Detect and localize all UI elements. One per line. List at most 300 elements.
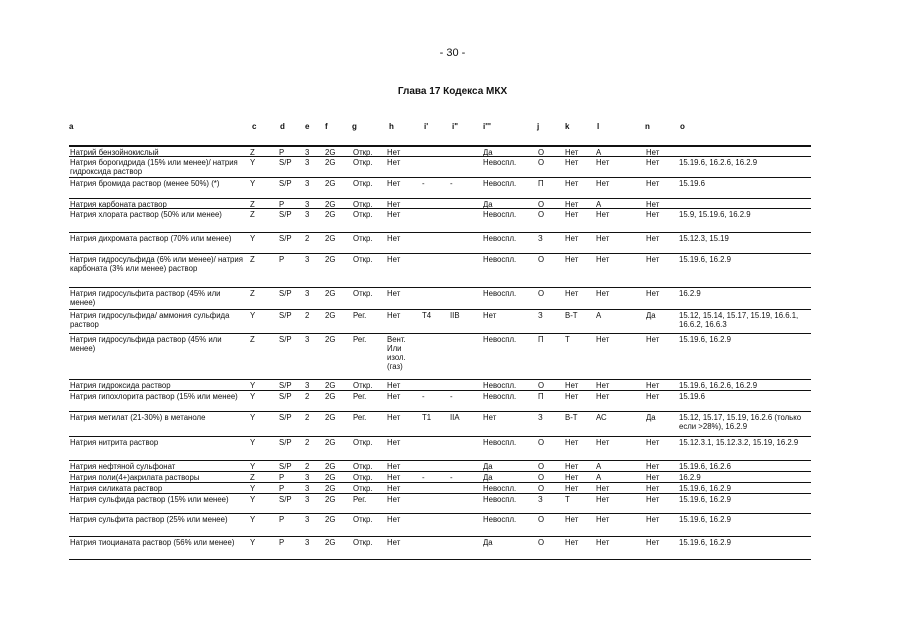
cell-i3: Невоспл. xyxy=(483,438,517,447)
cell-f: 2G xyxy=(325,462,336,471)
cell-o: 15.19.6 xyxy=(679,392,706,401)
cell-g: Рег. xyxy=(353,413,367,422)
cell-a: Натрия поли(4+)акрилата растворы xyxy=(70,473,200,482)
table-row xyxy=(69,310,811,334)
cell-l: Нет xyxy=(596,179,610,188)
cell-j: З xyxy=(538,234,543,243)
cell-j: О xyxy=(538,289,545,298)
cell-k: Нет xyxy=(565,234,579,243)
cell-a: Натрия бромида раствор (менее 50%) (*) xyxy=(70,179,220,188)
cell-c: Z xyxy=(250,289,255,298)
cell-i3: Да xyxy=(483,462,493,471)
cell-n: Нет xyxy=(646,392,660,401)
cell-e: 3 xyxy=(305,515,310,524)
cell-d: S/P xyxy=(279,289,292,298)
cell-a: Натрий бензойнокислый xyxy=(70,148,159,157)
cell-k: Нет xyxy=(565,289,579,298)
cell-j: З xyxy=(538,413,543,422)
cell-n: Нет xyxy=(646,179,660,188)
cell-d: P xyxy=(279,538,285,547)
table-row xyxy=(69,380,811,391)
cell-e: 3 xyxy=(305,335,310,344)
cell-a: Натрия гидроксида раствор xyxy=(70,381,171,390)
cell-d: S/P xyxy=(279,438,292,447)
cell-l: Нет xyxy=(596,495,610,504)
cell-e: 3 xyxy=(305,484,310,493)
cell-h: Нет xyxy=(387,148,401,157)
cell-n: Нет xyxy=(646,335,660,344)
cell-h: Нет xyxy=(387,438,401,447)
cell-f: 2G xyxy=(325,392,336,401)
cell-i1: - xyxy=(422,473,425,482)
cell-n: Да xyxy=(646,311,656,320)
cell-a: Натрия борогидрида (15% или менее)/ натрия гидроксида раствор xyxy=(70,158,238,176)
cell-o: 15.12.3.1, 15.12.3.2, 15.19, 16.2.9 xyxy=(679,438,799,447)
cell-c: Z xyxy=(250,473,255,482)
cell-i2: - xyxy=(450,179,453,188)
cell-a: Натрия гидросульфида (6% или менее)/ натрия карбоната (3% или менее) раствор xyxy=(70,255,243,273)
cell-i3: Да xyxy=(483,473,493,482)
cell-o: 15.19.6, 16.2.9 xyxy=(679,495,732,504)
cell-l: Нет xyxy=(596,158,610,167)
cell-c: Z xyxy=(250,200,255,209)
cell-h: Нет xyxy=(387,255,401,264)
page-title: Глава 17 Кодекса МКХ xyxy=(397,86,508,97)
cell-g: Откр. xyxy=(353,158,373,167)
cell-i1: - xyxy=(422,392,425,401)
cell-d: S/P xyxy=(279,158,292,167)
cell-l: Нет xyxy=(596,289,610,298)
cell-l: Нет xyxy=(596,234,610,243)
cell-d: P xyxy=(279,255,285,264)
cell-i3: Невоспл. xyxy=(483,210,517,219)
cell-d: S/P xyxy=(279,210,292,219)
cell-l: А xyxy=(596,200,602,209)
table-row xyxy=(69,461,811,472)
cell-o: 15.19.6, 16.2.9 xyxy=(679,335,732,344)
cell-h: Нет xyxy=(387,392,401,401)
cell-n: Нет xyxy=(646,484,660,493)
cell-k: Нет xyxy=(565,438,579,447)
cell-l: Нет xyxy=(596,335,610,344)
cell-h: Вент. Или изол. (газ) xyxy=(387,335,406,371)
table-row xyxy=(69,288,811,310)
cell-j: З xyxy=(538,495,543,504)
cell-e: 3 xyxy=(305,255,310,264)
cell-g: Откр. xyxy=(353,210,373,219)
cell-g: Рег. xyxy=(353,495,367,504)
cell-l: Нет xyxy=(596,538,610,547)
table-row xyxy=(69,233,811,254)
cell-d: S/P xyxy=(279,311,292,320)
cell-e: 3 xyxy=(305,538,310,547)
cell-f: 2G xyxy=(325,473,336,482)
cell-f: 2G xyxy=(325,311,336,320)
cell-n: Нет xyxy=(646,158,660,167)
cell-i1: - xyxy=(422,179,425,188)
cell-h: Нет xyxy=(387,515,401,524)
column-header: i''' xyxy=(483,122,491,131)
table-row xyxy=(69,209,811,233)
cell-h: Нет xyxy=(387,311,401,320)
cell-n: Нет xyxy=(646,148,660,157)
table-row xyxy=(69,178,811,199)
cell-d: S/P xyxy=(279,392,292,401)
cell-j: П xyxy=(538,179,544,188)
cell-d: P xyxy=(279,515,285,524)
cell-a: Натрия метилат (21-30%) в метаноле xyxy=(70,413,206,422)
cell-k: Нет xyxy=(565,392,579,401)
cell-d: S/P xyxy=(279,495,292,504)
cell-i3: Нет xyxy=(483,413,497,422)
column-header: i" xyxy=(452,122,459,131)
cell-f: 2G xyxy=(325,255,336,264)
cell-j: О xyxy=(538,381,545,390)
cell-f: 2G xyxy=(325,495,336,504)
cell-c: Z xyxy=(250,210,255,219)
cell-e: 3 xyxy=(305,381,310,390)
cell-a: Натрия дихромата раствор (70% или менее) xyxy=(70,234,232,243)
cell-o: 15.19.6, 16.2.6 xyxy=(679,462,732,471)
cell-a: Натрия гидросульфита раствор (45% или менее) xyxy=(70,289,221,307)
cell-l: А xyxy=(596,311,602,320)
cell-c: Y xyxy=(250,484,256,493)
cell-h: Нет xyxy=(387,381,401,390)
cell-n: Нет xyxy=(646,438,660,447)
cell-d: S/P xyxy=(279,413,292,422)
cell-j: О xyxy=(538,473,545,482)
cell-n: Да xyxy=(646,413,656,422)
cell-o: 15.19.6, 16.2.9 xyxy=(679,255,732,264)
column-header: g xyxy=(352,122,357,131)
cell-j: О xyxy=(538,158,545,167)
cell-i3: Да xyxy=(483,200,493,209)
cell-i3: Да xyxy=(483,148,493,157)
cell-c: Y xyxy=(250,234,256,243)
cell-a: Натрия нефтяной сульфонат xyxy=(70,462,176,471)
cell-i3: Невоспл. xyxy=(483,484,517,493)
cell-l: Нет xyxy=(596,381,610,390)
cell-d: S/P xyxy=(279,462,292,471)
cell-k: Нет xyxy=(565,538,579,547)
cell-o: 15.19.6, 16.2.9 xyxy=(679,484,732,493)
column-header: a xyxy=(69,122,74,131)
cell-f: 2G xyxy=(325,234,336,243)
cell-j: П xyxy=(538,392,544,401)
cell-g: Откр. xyxy=(353,438,373,447)
cell-l: Нет xyxy=(596,515,610,524)
cell-c: Z xyxy=(250,335,255,344)
cell-f: 2G xyxy=(325,438,336,447)
cell-l: Нет xyxy=(596,210,610,219)
cell-f: 2G xyxy=(325,179,336,188)
cell-a: Натрия гидросульфида раствор (45% или менее) xyxy=(70,335,222,353)
cell-n: Нет xyxy=(646,495,660,504)
cell-i1: T1 xyxy=(422,413,432,422)
cell-o: 15.19.6, 16.2.6, 16.2.9 xyxy=(679,158,758,167)
cell-j: О xyxy=(538,148,545,157)
cell-g: Рег. xyxy=(353,392,367,401)
column-header: l xyxy=(597,122,600,131)
cell-h: Нет xyxy=(387,538,401,547)
cell-c: Y xyxy=(250,179,256,188)
table-row xyxy=(69,334,811,380)
cell-h: Нет xyxy=(387,289,401,298)
cell-i3: Невоспл. xyxy=(483,234,517,243)
cell-c: Y xyxy=(250,515,256,524)
cell-n: Нет xyxy=(646,255,660,264)
cell-e: 3 xyxy=(305,158,310,167)
cell-a: Натрия силиката раствор xyxy=(70,484,163,493)
table-row xyxy=(69,483,811,494)
cell-o: 15.19.6 xyxy=(679,179,706,188)
cell-h: Нет xyxy=(387,473,401,482)
column-header: e xyxy=(305,122,310,131)
cell-f: 2G xyxy=(325,148,336,157)
cell-e: 2 xyxy=(305,438,310,447)
cell-k: Т xyxy=(565,495,570,504)
cell-f: 2G xyxy=(325,210,336,219)
cell-f: 2G xyxy=(325,158,336,167)
table-row xyxy=(69,472,811,483)
cell-f: 2G xyxy=(325,200,336,209)
cell-d: P xyxy=(279,200,285,209)
cell-n: Нет xyxy=(646,200,660,209)
cell-c: Y xyxy=(250,392,256,401)
cell-k: Т xyxy=(565,335,570,344)
cell-n: Нет xyxy=(646,462,660,471)
cell-n: Нет xyxy=(646,538,660,547)
cell-c: Z xyxy=(250,255,255,264)
cell-c: Y xyxy=(250,538,256,547)
cell-l: Нет xyxy=(596,392,610,401)
cell-g: Откр. xyxy=(353,473,373,482)
cell-k: Нет xyxy=(565,484,579,493)
table-row xyxy=(69,437,811,461)
cell-k: Нет xyxy=(565,381,579,390)
cell-g: Откр. xyxy=(353,148,373,157)
cell-i3: Невоспл. xyxy=(483,158,517,167)
cell-d: P xyxy=(279,484,285,493)
column-header: o xyxy=(680,122,685,131)
column-header: i' xyxy=(424,122,429,131)
cargo-table xyxy=(69,147,811,560)
cell-h: Нет xyxy=(387,179,401,188)
cell-j: О xyxy=(538,538,545,547)
cell-i3: Невоспл. xyxy=(483,255,517,264)
cell-h: Нет xyxy=(387,484,401,493)
cell-g: Откр. xyxy=(353,255,373,264)
cell-j: О xyxy=(538,200,545,209)
cell-i1: T4 xyxy=(422,311,432,320)
cell-c: Y xyxy=(250,158,256,167)
cell-j: О xyxy=(538,438,545,447)
cell-k: Нет xyxy=(565,473,579,482)
cell-e: 3 xyxy=(305,179,310,188)
cell-a: Натрия хлората раствор (50% или менее) xyxy=(70,210,222,219)
cell-i3: Невоспл. xyxy=(483,289,517,298)
cell-h: Нет xyxy=(387,413,401,422)
cell-g: Откр. xyxy=(353,462,373,471)
column-header: h xyxy=(389,122,394,131)
page-number: - 30 - xyxy=(439,47,466,59)
cell-c: Y xyxy=(250,413,256,422)
cell-a: Натрия карбоната раствор xyxy=(70,200,167,209)
cell-f: 2G xyxy=(325,289,336,298)
cell-f: 2G xyxy=(325,381,336,390)
column-header: d xyxy=(280,122,285,131)
cell-n: Нет xyxy=(646,381,660,390)
cell-e: 3 xyxy=(305,210,310,219)
cell-g: Рег. xyxy=(353,311,367,320)
cell-l: Нет xyxy=(596,438,610,447)
cell-l: АС xyxy=(596,413,607,422)
table-row xyxy=(69,157,811,178)
cell-c: Y xyxy=(250,462,256,471)
cell-h: Нет xyxy=(387,234,401,243)
cell-d: P xyxy=(279,148,285,157)
cell-f: 2G xyxy=(325,538,336,547)
cell-n: Нет xyxy=(646,515,660,524)
cell-i3: Невоспл. xyxy=(483,515,517,524)
cell-h: Нет xyxy=(387,210,401,219)
cell-o: 15.19.6, 16.2.6, 16.2.9 xyxy=(679,381,758,390)
cell-c: Z xyxy=(250,148,255,157)
cell-j: О xyxy=(538,255,545,264)
cell-k: Нет xyxy=(565,158,579,167)
cell-g: Откр. xyxy=(353,381,373,390)
cell-d: S/P xyxy=(279,335,292,344)
cell-f: 2G xyxy=(325,484,336,493)
cell-f: 2G xyxy=(325,335,336,344)
column-header: c xyxy=(252,122,257,131)
table-row xyxy=(69,412,811,437)
cell-e: 3 xyxy=(305,200,310,209)
cell-k: В-Т xyxy=(565,413,578,422)
cell-g: Откр. xyxy=(353,234,373,243)
cell-e: 2 xyxy=(305,234,310,243)
cell-g: Откр. xyxy=(353,538,373,547)
table-row xyxy=(69,391,811,412)
cell-i3: Невоспл. xyxy=(483,381,517,390)
cell-e: 2 xyxy=(305,462,310,471)
cell-i2: IIB xyxy=(450,311,460,320)
cell-e: 3 xyxy=(305,148,310,157)
cell-o: 15.9, 15.19.6, 16.2.9 xyxy=(679,210,751,219)
cell-k: Нет xyxy=(565,515,579,524)
cell-i3: Невоспл. xyxy=(483,335,517,344)
cell-g: Откр. xyxy=(353,179,373,188)
cell-h: Нет xyxy=(387,200,401,209)
cell-n: Нет xyxy=(646,289,660,298)
cell-l: А xyxy=(596,473,602,482)
cell-e: 2 xyxy=(305,392,310,401)
table-row xyxy=(69,494,811,514)
cell-e: 2 xyxy=(305,413,310,422)
cell-h: Нет xyxy=(387,495,401,504)
cell-c: Y xyxy=(250,381,256,390)
cell-o: 15.12, 15.14, 15.17, 15.19, 16.6.1, 16.6.2, 16.6.3 xyxy=(679,311,799,329)
cell-j: З xyxy=(538,311,543,320)
cell-l: Нет xyxy=(596,484,610,493)
cell-k: Нет xyxy=(565,255,579,264)
cell-k: Нет xyxy=(565,179,579,188)
cell-i2: - xyxy=(450,473,453,482)
cell-i3: Да xyxy=(483,538,493,547)
cell-i3: Нет xyxy=(483,311,497,320)
cell-k: Нет xyxy=(565,210,579,219)
cell-d: S/P xyxy=(279,179,292,188)
cell-d: P xyxy=(279,473,285,482)
cell-o: 15.12.3, 15.19 xyxy=(679,234,729,243)
cell-a: Натрия сульфита раствор (25% или менее) xyxy=(70,515,228,524)
cell-f: 2G xyxy=(325,413,336,422)
cell-e: 3 xyxy=(305,495,310,504)
cell-a: Натрия тиоцианата раствор (56% или менее) xyxy=(70,538,235,547)
cell-l: Нет xyxy=(596,255,610,264)
cell-i2: IIA xyxy=(450,413,460,422)
cell-o: 15.12, 15.17, 15.19, 16.2.6 (только если >28%), 16.2.9 xyxy=(679,413,802,431)
cell-j: О xyxy=(538,210,545,219)
cell-e: 3 xyxy=(305,473,310,482)
cell-g: Откр. xyxy=(353,484,373,493)
cell-a: Натрия гипохлорита раствор (15% или менее) xyxy=(70,392,238,401)
table-row xyxy=(69,514,811,537)
cell-n: Нет xyxy=(646,473,660,482)
cell-d: S/P xyxy=(279,234,292,243)
cell-h: Нет xyxy=(387,462,401,471)
cell-j: О xyxy=(538,484,545,493)
cell-f: 2G xyxy=(325,515,336,524)
cell-i3: Невоспл. xyxy=(483,179,517,188)
column-header: n xyxy=(645,122,650,131)
cell-l: А xyxy=(596,148,602,157)
cell-a: Натрия нитрита раствор xyxy=(70,438,159,447)
cell-h: Нет xyxy=(387,158,401,167)
cell-k: Нет xyxy=(565,200,579,209)
cell-k: Нет xyxy=(565,462,579,471)
column-header: k xyxy=(565,122,570,131)
cell-a: Натрия сульфида раствор (15% или менее) xyxy=(70,495,229,504)
table-row xyxy=(69,254,811,288)
cell-n: Нет xyxy=(646,210,660,219)
column-header: j xyxy=(537,122,540,131)
cell-e: 2 xyxy=(305,311,310,320)
cell-g: Откр. xyxy=(353,200,373,209)
cell-i2: - xyxy=(450,392,453,401)
cell-k: В-Т xyxy=(565,311,578,320)
cell-d: S/P xyxy=(279,381,292,390)
cell-o: 16.2.9 xyxy=(679,473,701,482)
cell-o: 15.19.6, 16.2.9 xyxy=(679,515,732,524)
cell-o: 16.2.9 xyxy=(679,289,701,298)
cell-a: Натрия гидросульфида/ аммония сульфида раствор xyxy=(70,311,230,329)
cell-n: Нет xyxy=(646,234,660,243)
cell-e: 3 xyxy=(305,289,310,298)
cell-c: Y xyxy=(250,311,256,320)
cell-g: Откр. xyxy=(353,515,373,524)
cell-c: Y xyxy=(250,438,256,447)
cell-k: Нет xyxy=(565,148,579,157)
cell-g: Откр. xyxy=(353,289,373,298)
table-header xyxy=(0,122,905,134)
table-row xyxy=(69,199,811,209)
cell-c: Y xyxy=(250,495,256,504)
cell-l: А xyxy=(596,462,602,471)
cell-i3: Невоспл. xyxy=(483,495,517,504)
cell-j: О xyxy=(538,462,545,471)
cell-j: О xyxy=(538,515,545,524)
